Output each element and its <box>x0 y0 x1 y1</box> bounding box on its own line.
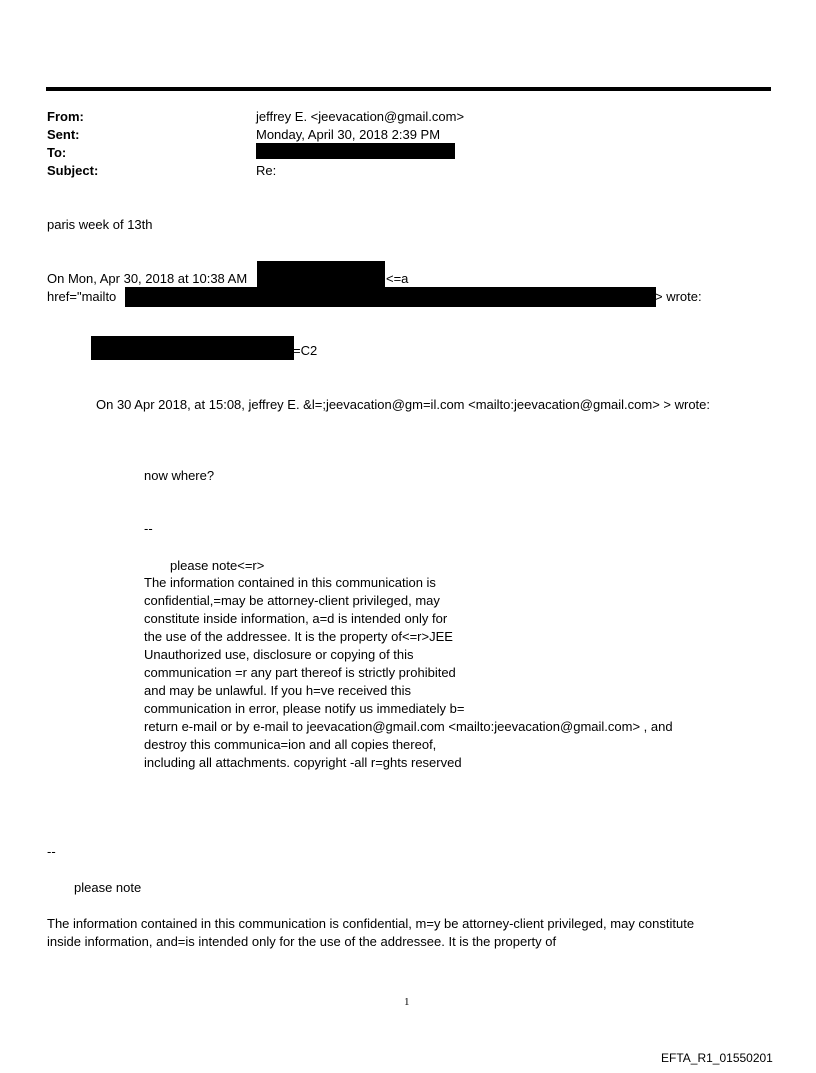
now-where-text: now where? <box>144 468 215 483</box>
subject-label: Subject: <box>47 163 99 178</box>
quote1-line1: On Mon, Apr 30, 2018 at 10:38 AM <box>47 271 248 286</box>
quote2-line: On 30 Apr 2018, at 15:08, jeffrey E. &l=;jeevacation@gm=il.com <mailto:jeevacation@gmail.com> > wrote: <box>96 397 711 412</box>
to-redaction <box>256 143 455 159</box>
subject-value: Re: <box>256 163 277 178</box>
outer-disclaimer-line1: The information contained in this communication is confidential, m=y be attorney-client privileged, may constitute <box>47 916 695 931</box>
c2-text: =C2 <box>293 343 318 358</box>
header-rule <box>46 87 771 91</box>
disclaimer-line: Unauthorized use, disclosure or copying of this <box>144 647 414 662</box>
inner-disclaimer <box>144 574 673 772</box>
quote1-line1-tail: <=a <box>386 271 409 286</box>
disclaimer-line: The information contained in this communication is <box>144 575 436 590</box>
disclaimer-line: return e-mail or by e-mail to jeevacation@gmail.com <mailto:jeevacation@gmail.com> , and <box>144 719 673 734</box>
page-number: 1 <box>404 996 410 1008</box>
disclaimer-line: constitute inside information, a=d is intended only for <box>144 611 448 626</box>
from-value: jeffrey E. <jeevacation@gmail.com> <box>256 109 465 124</box>
disclaimer-line: destroy this communica=ion and all copies thereof, <box>144 737 437 752</box>
outer-signature-dashes: -- <box>47 844 56 859</box>
disclaimer-line: the use of the addressee. It is the property of<=r>JEE <box>144 629 453 644</box>
sent-value: Monday, April 30, 2018 2:39 PM <box>256 127 441 142</box>
inner-signature-dashes: -- <box>144 521 153 536</box>
sent-label: Sent: <box>47 127 80 142</box>
inner-please-note: please note<=r> <box>170 558 265 573</box>
outer-please-note: please note <box>74 880 142 895</box>
quote1-line2: href="mailto <box>47 289 117 304</box>
quote1-email-redaction <box>125 287 656 307</box>
from-label: From: <box>47 109 84 124</box>
to-label: To: <box>47 145 67 160</box>
disclaimer-line: including all attachments. copyright -all r=ghts reserved <box>144 755 462 770</box>
outer-disclaimer-line2: inside information, and=is intended only for the use of the addressee. It is the property of <box>47 934 557 949</box>
disclaimer-line: and may be unlawful. If you h=ve received this <box>144 683 412 698</box>
c2-redaction <box>91 336 294 360</box>
bates-number: EFTA_R1_01550201 <box>661 1051 773 1065</box>
disclaimer-line: confidential,=may be attorney-client privileged, may <box>144 593 440 608</box>
quote1-name-redaction <box>257 261 385 287</box>
quote1-line2-tail: > wrote: <box>655 289 702 304</box>
disclaimer-line: communication in error, please notify us immediately b= <box>144 701 465 716</box>
disclaimer-line: communication =r any part thereof is strictly prohibited <box>144 665 456 680</box>
reply-text: paris week of 13th <box>47 217 153 232</box>
